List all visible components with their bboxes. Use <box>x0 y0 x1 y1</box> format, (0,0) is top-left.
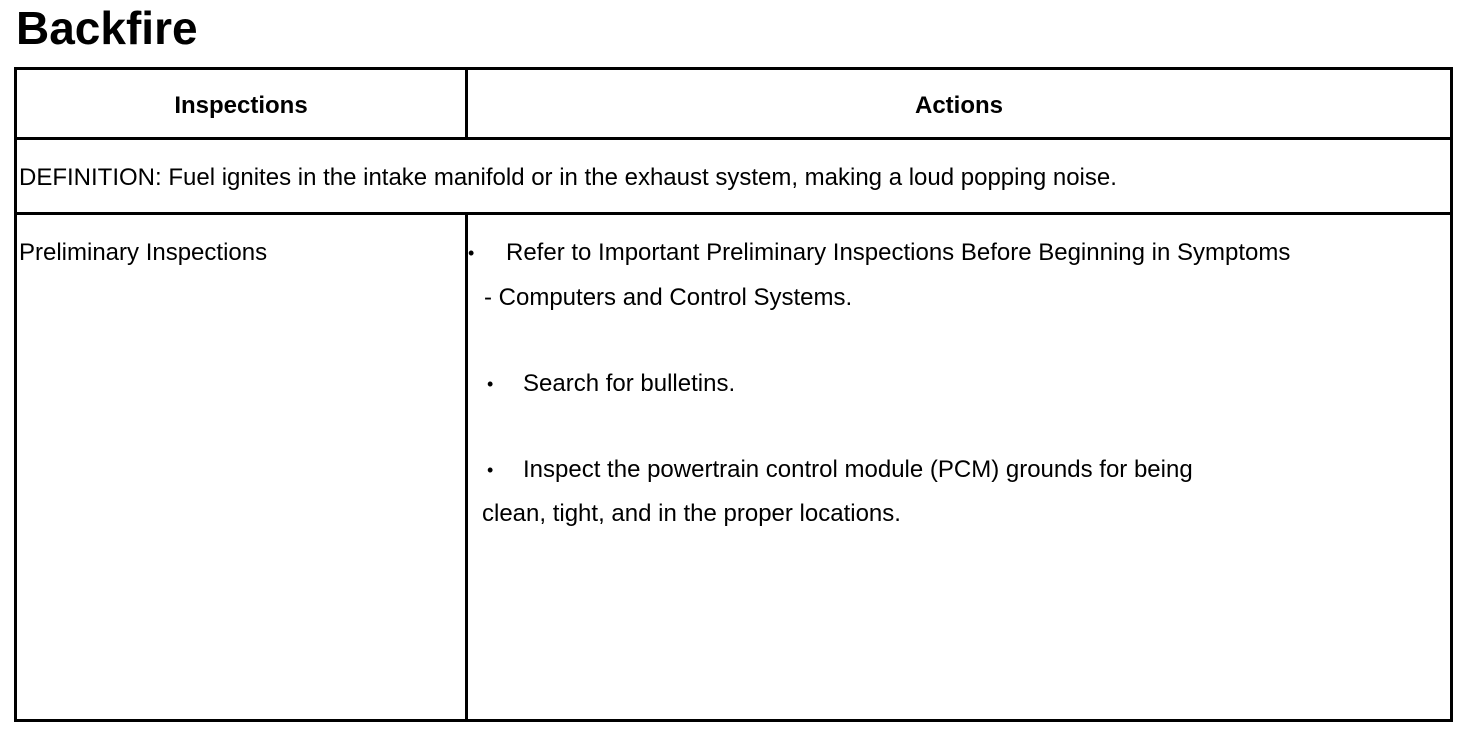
body-column-divider <box>465 212 468 719</box>
action-item-line: Search for bulletins. <box>523 370 736 397</box>
bullet-icon: • <box>487 460 494 480</box>
header-actions: Actions <box>914 92 1003 119</box>
page-title: Backfire <box>16 2 198 54</box>
action-item-line: Refer to Important Preliminary Inspections Before Beginning in Symptoms <box>506 239 1291 266</box>
header-divider <box>17 137 1450 140</box>
symptom-table <box>14 67 1453 722</box>
action-item-line: clean, tight, and in the proper locations. <box>482 500 901 527</box>
bullet-icon: • <box>487 374 494 394</box>
definition-text: DEFINITION: Fuel ignites in the intake manifold or in the exhaust system, making a loud popping noise. <box>19 164 1117 191</box>
action-item-line: - Computers and Control Systems. <box>484 284 853 311</box>
definition-divider <box>17 212 1450 215</box>
bullet-icon: • <box>468 243 475 263</box>
action-item-line: Inspect the powertrain control module (PCM) grounds for being <box>523 456 1193 483</box>
header-inspections: Inspections <box>174 92 308 119</box>
inspection-cell: Preliminary Inspections <box>19 239 268 266</box>
